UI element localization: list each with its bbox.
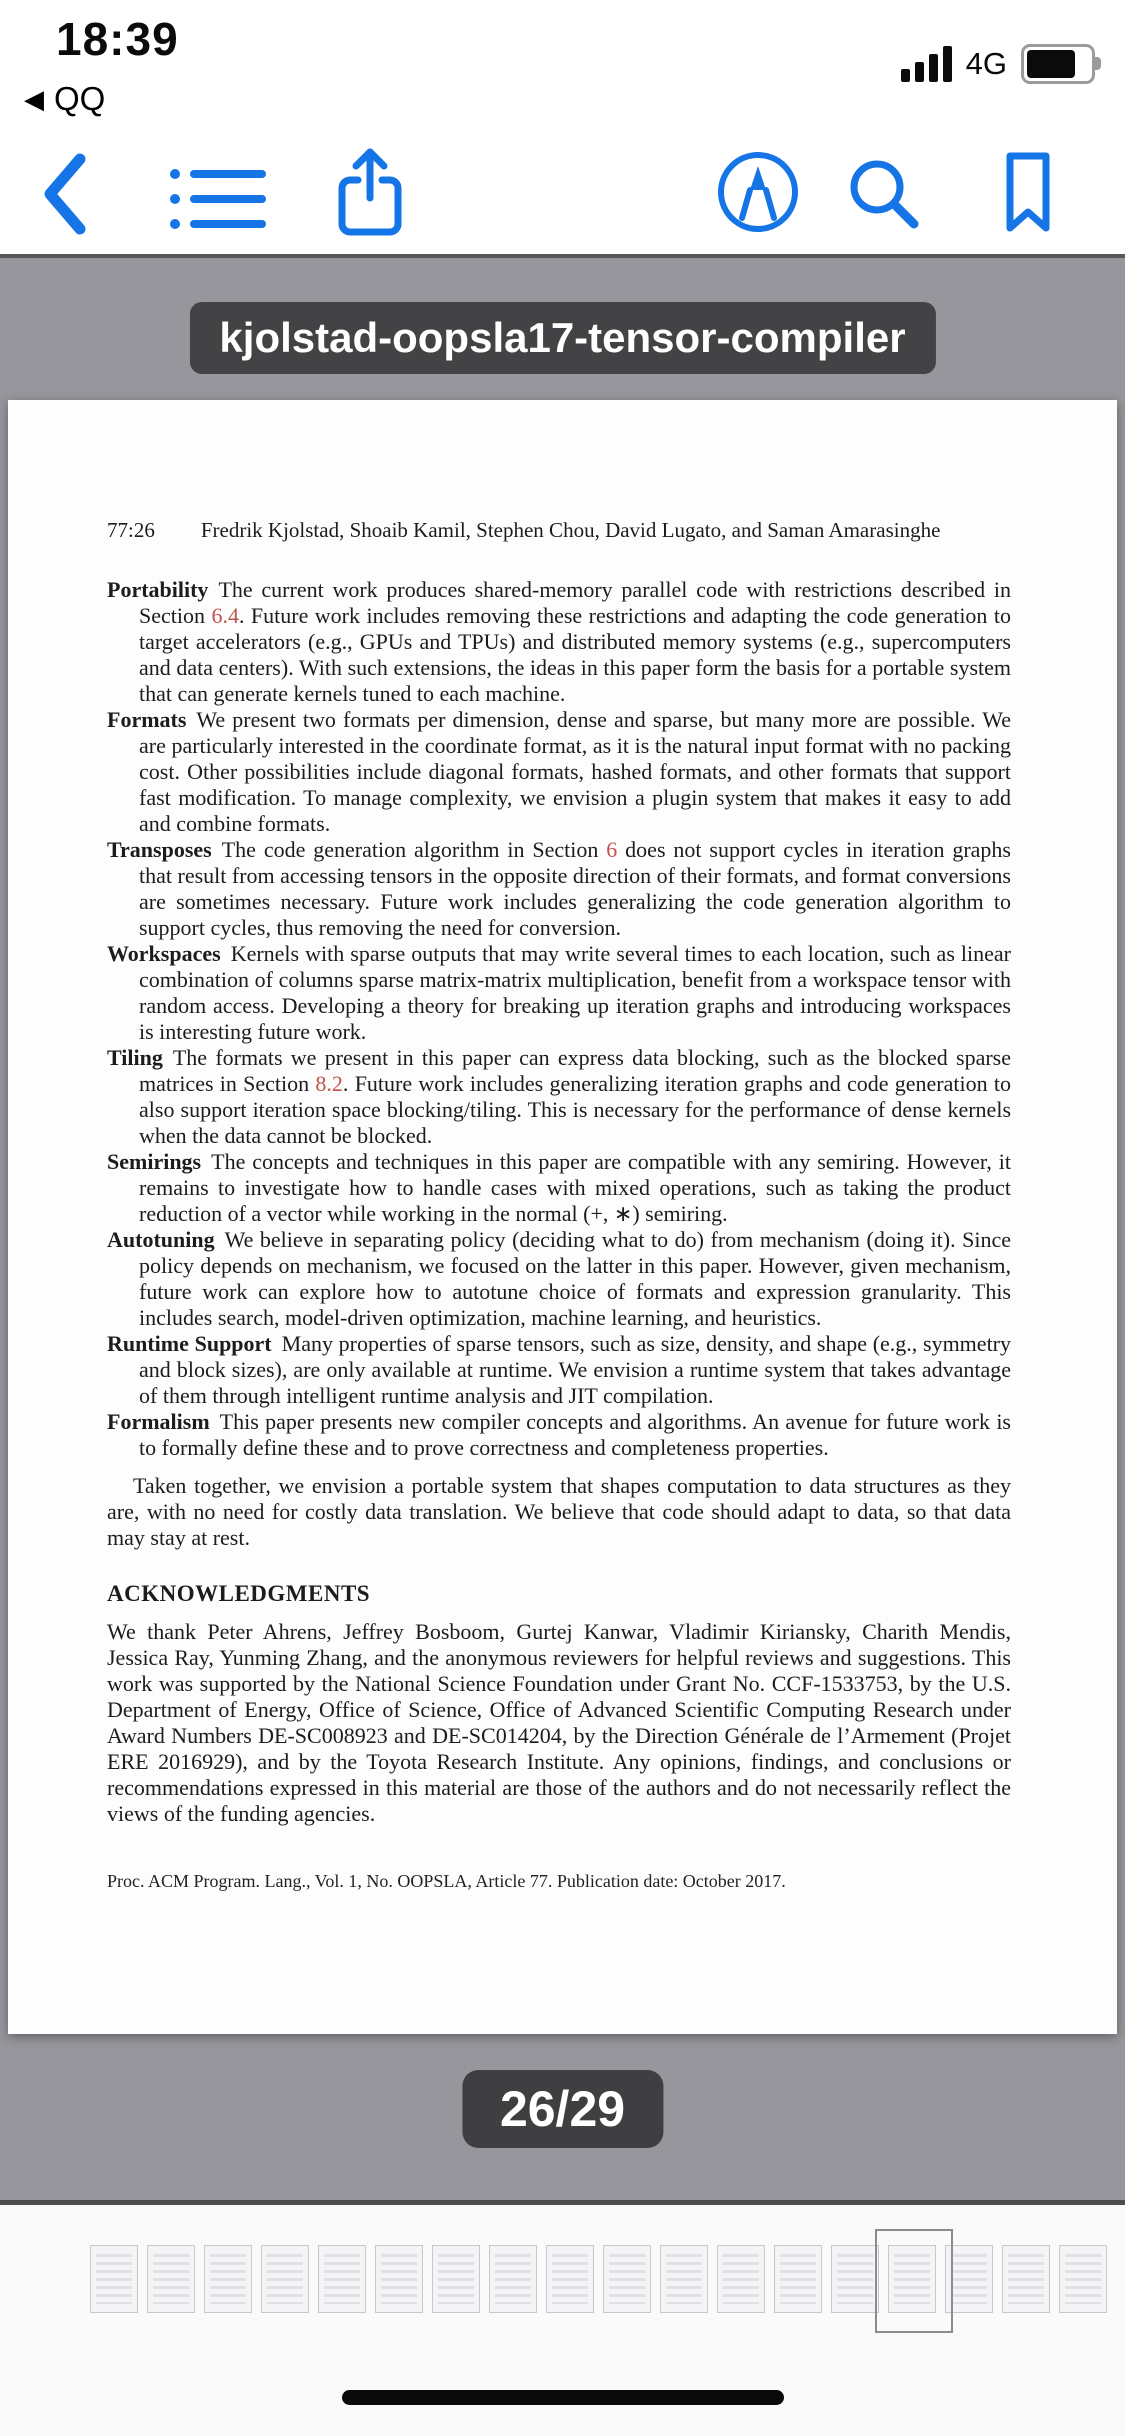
- paragraph-label: Formats: [107, 707, 187, 732]
- acknowledgments-body: We thank Peter Ahrens, Jeffrey Bosboom, Gurtej Kanwar, Vladimir Kiriansky, Charith Mendis, Jessica Ray, Yunming Zhang, and the anonymous reviewers for helpful reviews and suggestions. This work was supported by the National Science Foundation under Grant No. CCF-1533753, by the U.S. Department of Energy, Office of Science, Office of Advanced Scientific Computing Research under Award Numbers DE-SC008923 and DE-SC014204, by the Direction Générale de l’Armement (Projet ERE 2016929), and by the Toyota Research Institute. Any opinions, findings, and conclusions or recommendations expressed in this material are those of the authors and do not necessarily reflect the views of the funding agencies.: [107, 1619, 1011, 1826]
- page-thumbnail[interactable]: [774, 2245, 822, 2313]
- page-thumbnail[interactable]: [546, 2245, 594, 2313]
- markup-button[interactable]: [716, 150, 800, 234]
- future-work-paragraph: [107, 1331, 1011, 1409]
- page-thumbnail[interactable]: [318, 2245, 366, 2313]
- page-thumbnail[interactable]: [90, 2245, 138, 2313]
- future-work-paragraph: [107, 1227, 1011, 1331]
- paragraph-text: . Future work includes generalizing iteration graphs and code generation to also support iteration space blocking/tiling. This is necessary for the performance of dense kernels when the data cannot be blocked.: [139, 1071, 1011, 1148]
- paragraph-label: Portability: [107, 577, 209, 602]
- current-page-highlight: [875, 2229, 953, 2333]
- document-title-pill: kjolstad-oopsla17-tensor-compiler: [189, 302, 935, 374]
- paragraph-text: The code generation algorithm in Section: [221, 837, 607, 862]
- back-button[interactable]: [38, 152, 94, 236]
- search-icon: [846, 156, 922, 232]
- network-type-label: 4G: [965, 46, 1007, 81]
- top-chrome: [0, 0, 1125, 258]
- page-thumbnail[interactable]: [603, 2245, 651, 2313]
- markup-pen-icon: [716, 150, 800, 234]
- paragraph-text: We present two formats per dimension, dense and sparse, but many more are possible. We are particularly interested in the coordinate format, as it is the natural input format with no packing cost. Other possibilities include diagonal formats, hashed formats, and other formats that support fast modification. To manage complexity, we envision a plugin system that makes it easy to add and combine formats.: [139, 707, 1011, 836]
- outline-list-icon: [170, 166, 266, 232]
- bookmark-icon: [1000, 150, 1056, 236]
- paragraph-text: We believe in separating policy (deciding what to do) from mechanism (doing it). Since policy depends on mechanism, we focused on the latter in this paper. However, given mechanism, future work can explore how to autotune choice of formats and expression granularity. This includes search, model-driven optimization, machine learning, and heuristics.: [139, 1227, 1011, 1330]
- paragraph-text: The current work produces shared-memory parallel code with restrictions described in Section: [139, 577, 1011, 628]
- paragraph-label: Autotuning: [107, 1227, 215, 1252]
- home-indicator[interactable]: [342, 2390, 784, 2405]
- future-work-paragraph: [107, 837, 1011, 941]
- paragraph-text: . Future work includes removing these restrictions and adapting the code generation to target accelerators (e.g., GPUs and TPUs) and distributed memory systems (e.g., supercomputers and data centers). With such extensions, the ideas in this paper form the basis for a portable system that can generate kernels tuned to each machine.: [139, 603, 1011, 706]
- page-thumbnail[interactable]: [261, 2245, 309, 2313]
- page-thumbnail[interactable]: [717, 2245, 765, 2313]
- paragraph-label: Formalism: [107, 1409, 210, 1434]
- paragraph-label: Tiling: [107, 1045, 163, 1070]
- paragraph-text: Many properties of sparse tensors, such as size, density, and shape (e.g., symmetry and block sizes), are only available at runtime. We envision a runtime system that takes advantage of them through intelligent runtime analysis and JIT compilation.: [139, 1331, 1012, 1408]
- share-button[interactable]: [336, 146, 404, 238]
- signal-strength-icon: [901, 46, 952, 82]
- status-time: 18:39: [56, 13, 179, 65]
- outline-button[interactable]: [170, 166, 266, 232]
- page-thumbnail[interactable]: [147, 2245, 195, 2313]
- share-icon: [336, 146, 404, 238]
- page-thumbnail[interactable]: [660, 2245, 708, 2313]
- section-ref-link[interactable]: 6: [606, 837, 618, 862]
- page-thumbnail[interactable]: [432, 2245, 480, 2313]
- future-work-list: [107, 577, 1011, 1461]
- page-thumbnail[interactable]: [1059, 2245, 1107, 2313]
- future-work-paragraph: [107, 577, 1011, 707]
- paragraph-text: Kernels with sparse outputs that may write several times to each location, such as linear combination of columns sparse matrix-matrix multiplication, benefit from a workspace tensor with random access. Developing a theory for breaking up iteration graphs and introducing workspaces is interesting future work.: [139, 941, 1011, 1044]
- future-work-paragraph: [107, 1045, 1011, 1149]
- bookmark-button[interactable]: [1000, 150, 1056, 236]
- search-button[interactable]: [846, 156, 922, 232]
- page-thumbnail[interactable]: [489, 2245, 537, 2313]
- paragraph-label: Transposes: [107, 837, 212, 862]
- section-ref-link[interactable]: 6.4: [211, 603, 239, 628]
- status-right-cluster: [901, 40, 1095, 88]
- section-ref-link[interactable]: 8.2: [315, 1071, 343, 1096]
- paragraph-label: Semirings: [107, 1149, 202, 1174]
- running-header-authors: Fredrik Kjolstad, Shoaib Kamil, Stephen Chou, David Lugato, and Saman Amarasinghe: [200, 518, 941, 542]
- page-footer-citation: Proc. ACM Program. Lang., Vol. 1, No. OOPSLA, Article 77. Publication date: October 2017.: [107, 1871, 786, 1891]
- running-header-page-number: 77:26: [107, 518, 155, 542]
- future-work-paragraph: [107, 941, 1011, 1045]
- paragraph-label: Runtime Support: [107, 1331, 272, 1356]
- future-work-paragraph: [107, 1149, 1011, 1227]
- running-header: [107, 518, 1011, 543]
- back-app-label: QQ: [54, 80, 106, 117]
- paragraph-text: does not support cycles in iteration graphs that result from accessing tensors in the opposite direction of their formats, and format conversions are sometimes necessary. Future work includes generalizing the code generation algorithm to support cycles, thus removing the need for conversion.: [139, 837, 1011, 940]
- paragraph-text: The concepts and techniques in this paper are compatible with any semiring. However, it remains to investigate how to handle cases with mixed operations, such as taking the product reduction of a vector while working in the normal (+, ∗) semiring.: [139, 1149, 1011, 1226]
- paragraph-text: This paper presents new compiler concepts and algorithms. An avenue for future work is to formally define these and to prove correctness and completeness properties.: [139, 1409, 1011, 1460]
- chevron-left-icon: [38, 152, 94, 236]
- back-to-app-button[interactable]: [24, 80, 105, 118]
- page-thumbnail[interactable]: [375, 2245, 423, 2313]
- future-work-paragraph: [107, 707, 1011, 837]
- page-indicator-pill: 26/29: [462, 2070, 663, 2148]
- future-work-paragraph: [107, 1409, 1011, 1461]
- paragraph-label: Workspaces: [107, 941, 221, 966]
- page-thumbnail[interactable]: [204, 2245, 252, 2313]
- pdf-page-canvas[interactable]: [8, 400, 1117, 2034]
- back-triangle-icon: ◀: [24, 83, 44, 114]
- acknowledgments-heading: ACKNOWLEDGMENTS: [107, 1581, 371, 1606]
- battery-icon: [1021, 44, 1095, 84]
- closing-paragraph: Taken together, we envision a portable system that shapes computation to data structures as they are, with no need for costly data translation. We believe that code should adapt to data, so that data may stay at rest.: [107, 1473, 1011, 1550]
- page-thumbnail[interactable]: [1002, 2245, 1050, 2313]
- page-thumbnail[interactable]: [831, 2245, 879, 2313]
- paragraph-text: The formats we present in this paper can express data blocking, such as the blocked sparse matrices in Section: [139, 1045, 1011, 1096]
